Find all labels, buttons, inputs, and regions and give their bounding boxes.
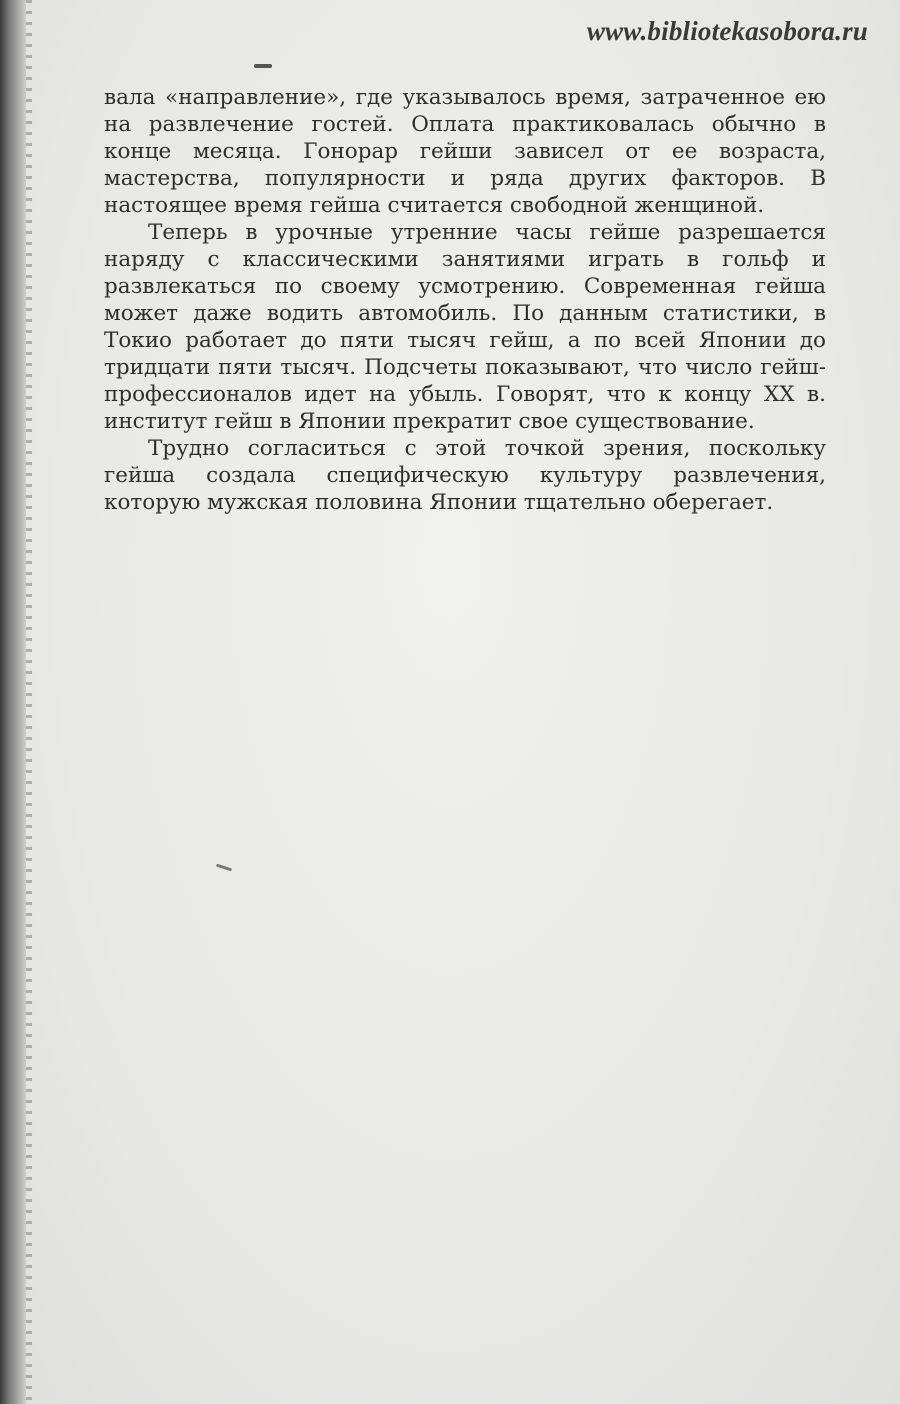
paragraph-3: Трудно согласиться с этой точкой зрения, поскольку гейша создала специфическую культуру развлечения, которую мужская половина Японии тщательно оберегает. [104, 436, 826, 515]
scan-left-edge [0, 0, 26, 1404]
paragraph-2: Теперь в урочные утренние часы гейше разрешается наряду с классическими занятиями играть в гольф и развлекаться по своему усмотрению. Современная гейша может даже водить автомобиль. По данным статистики, в Токио работает до пяти тысяч гейш, а по всей Японии до тридцати пяти тысяч. Подсчеты показывают, что число гейш-профессионалов идет на убыль. Говорят, что к концу XX в. институт гейш в Японии прекратит свое существование. [104, 220, 826, 434]
watermark-url: www.bibliotekasobora.ru [586, 16, 868, 46]
scan-edge-noise [26, 0, 32, 1404]
body-text [104, 84, 826, 516]
paragraph-1: вала «направление», где указывалось время, затраченное ею на развлечение гостей. Оплата практиковалась обычно в конце месяца. Гонорар гейши зависел от ее возраста, мастерства, популярности и ряда других факторов. В настоящее время гейша считается свободной женщиной. [104, 85, 826, 218]
scan-speck-middle [216, 864, 232, 872]
scan-speck-top [254, 64, 272, 68]
